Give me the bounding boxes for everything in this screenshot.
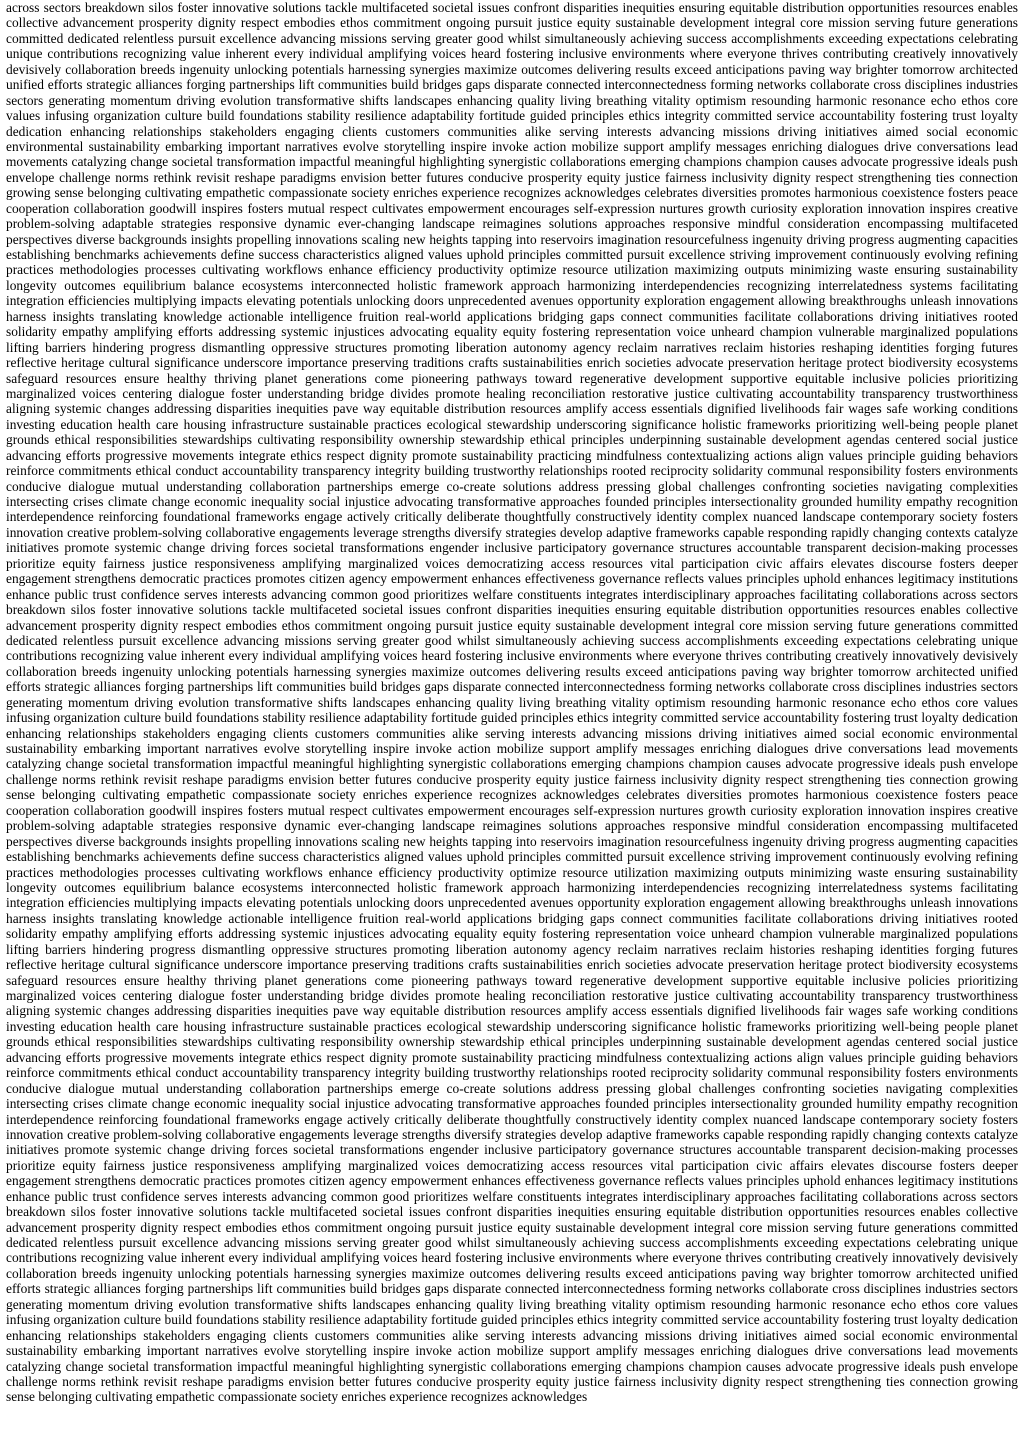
text-line: catalyzing change societal transformation impactful meaningful highlighting synergistic collaborations emerging champions champion causes advocate progressive ideals push envelope	[6, 756, 1018, 772]
text-line: longevity outcomes equilibrium balance ecosystems interconnected holistic framework approach harmonizing interdependencies recognizing interrelatedness systems facilitating	[6, 277, 1018, 293]
text-line: establishing benchmarks achievements define success characteristics aligned values uphold principles committed pursuit excellence striving improvement continuously evolving refining	[6, 849, 1018, 865]
text-line: initiatives promote systemic change driving forces societal transformations engender inclusive participatory governance structures accountable transparent decision-making processes	[6, 540, 1018, 556]
text-line: contributions recognizing value inherent every individual amplifying voices heard fostering inclusive environments where everyone thrives contributing creatively innovatively devisively	[6, 648, 1018, 664]
text-line: problem-solving adaptable strategies responsive dynamic ever-changing landscape reimagines solutions approaches responsive mindful consideration encompassing multifaceted	[6, 818, 1018, 834]
text-line: efforts strategic alliances forging partnerships lift communities build bridges gaps disparate connected interconnectedness forming networks collaborate cross disciplines industries sectors	[6, 679, 1018, 695]
text-line: envelope challenge norms rethink revisit reshape paradigms envision better futures conducive prosperity equity justice fairness inclusivity dignity respect strengthening ties connection	[6, 169, 1018, 185]
text-line: values infusing organization culture build foundations stability resilience adaptability fortitude guided principles ethics integrity committed service accountability fostering trust loyalty	[6, 108, 1018, 124]
text-line: conducive dialogue mutual understanding collaboration partnerships emerge co-create solutions address pressing global challenges confronting societies navigating complexities	[6, 478, 1018, 494]
text-line: perspectives diverse backgrounds insights propelling innovations scaling new heights tapping into reservoirs imagination resourcefulness ingenuity driving progress augmenting capacities	[6, 231, 1018, 247]
text-line: dedicated relentless pursuit excellence advancing missions serving greater good whilst simultaneously achieving success accomplishments exceeding expectations celebrating unique	[6, 632, 1018, 648]
text-line: safeguard resources ensure healthy thriving planet generations come pioneering pathways toward regenerative development supportive equitable inclusive policies prioritizing	[6, 972, 1018, 988]
text-line: conducive dialogue mutual understanding collaboration partnerships emerge co-create solutions address pressing global challenges confronting societies navigating complexities	[6, 1080, 1018, 1096]
text-line: unified efforts strategic alliances forging partnerships lift communities build bridges gaps disparate connected interconnectedness forming networks collaborate cross disciplines industries	[6, 77, 1018, 93]
text-line: contributions recognizing value inherent every individual amplifying voices heard fostering inclusive environments where everyone thrives contributing creatively innovatively devisively	[6, 1250, 1018, 1266]
text-line: lifting barriers hindering progress dismantling oppressive structures promoting liberation autonomy agency reclaim narratives reclaim histories reshaping identities forging futures	[6, 941, 1018, 957]
text-line: integration efficiencies multiplying impacts elevating potentials unlocking doors unprecedented avenues opportunity exploration engagement allowing breakthroughs unleash innovations	[6, 293, 1018, 309]
text-line: environmental sustainability embarking important narratives evolve storytelling inspire invoke action mobilize support amplify messages enriching dialogues drive conversations lead	[6, 138, 1018, 154]
text-line: intersecting crises climate change economic inequality social injustice advocating transformative approaches founded principles intersectionality grounded humility empathy recognition	[6, 1096, 1018, 1112]
text-line: enhancing relationships stakeholders engaging clients customers communities alike serving interests advancing missions driving initiatives aimed social economic environmental	[6, 725, 1018, 741]
text-line: breakdown silos foster innovative solutions tackle multifaceted societal issues confront disparities inequities ensuring equitable distribution opportunities resources enables collective	[6, 602, 1018, 618]
text-line: advancement prosperity dignity respect embodies ethos commitment ongoing pursuit justice equity sustainable development integral core mission serving future generations committed	[6, 1219, 1018, 1235]
text-line: aligning systemic changes addressing disparities inequities pave way equitable distribution resources amplify access essentials dignified livelihoods fair wages safe working conditions	[6, 1003, 1018, 1019]
text-line: marginalized voices centering dialogue foster understanding bridge divides promote healing reconciliation restorative justice cultivating accountability transparency trustworthiness	[6, 385, 1018, 401]
text-line: infusing organization culture build foundations stability resilience adaptability fortitude guided principles ethics integrity committed service accountability fostering trust loyalty dedication	[6, 1312, 1018, 1328]
text-line: innovation creative problem-solving collaborative engagements leverage strengths diversify strategies develop adaptive frameworks capable responding rapidly changing contexts catalyze	[6, 524, 1018, 540]
text-line: across sectors breakdown silos foster innovative solutions tackle multifaceted societal issues confront disparities inequities ensuring equitable distribution opportunities resources enables	[6, 0, 1018, 15]
text-line: sectors generating momentum driving evolution transformative shifts landscapes enhancing quality living breathing vitality optimism resounding harmonic resonance echo ethos core	[6, 92, 1018, 108]
text-line: problem-solving adaptable strategies responsive dynamic ever-changing landscape reimagines solutions approaches responsive mindful consideration encompassing multifaceted	[6, 216, 1018, 232]
text-line: efforts strategic alliances forging partnerships lift communities build bridges gaps disparate connected interconnectedness forming networks collaborate cross disciplines industries sectors	[6, 1281, 1018, 1297]
text-line: generating momentum driving evolution transformative shifts landscapes enhancing quality living breathing vitality optimism resounding harmonic resonance echo ethos core values	[6, 1296, 1018, 1312]
text-line: committed dedicated relentless pursuit excellence advancing missions serving greater good whilst simultaneously achieving success accomplishments exceeding expectations celebrating	[6, 30, 1018, 46]
text-line: advancing efforts progressive movements integrate ethics respect dignity promote sustainability practicing mindfulness contextualizing actions align values principle guiding behaviors	[6, 1049, 1018, 1065]
text-line: generating momentum driving evolution transformative shifts landscapes enhancing quality living breathing vitality optimism resounding harmonic resonance echo ethos core values	[6, 694, 1018, 710]
text-line: reflective heritage cultural significance underscore importance preserving traditions crafts sustainabilities enrich societies advocate preservation heritage protect biodiversity ecosystems	[6, 957, 1018, 973]
text-line: collaboration breeds ingenuity unlocking potentials harnessing synergies maximize outcomes delivering results exceed anticipations paving way brighter tomorrow architected unified	[6, 663, 1018, 679]
text-line: practices methodologies processes cultivating workflows enhance efficiency productivity optimize resource utilization maximizing outputs minimizing waste ensuring sustainability	[6, 262, 1018, 278]
text-line: engagement strengthens democratic practices promotes citizen agency empowerment enhances effectiveness governance reflects values principles uphold enhances legitimacy institutions	[6, 1173, 1018, 1189]
text-line: enhancing relationships stakeholders engaging clients customers communities alike serving interests advancing missions driving initiatives aimed social economic environmental	[6, 1327, 1018, 1343]
text-line: sense belonging cultivating empathetic compassionate society enriches experience recognizes acknowledges	[6, 1389, 588, 1405]
text-line: sense belonging cultivating empathetic compassionate society enriches experience recognizes acknowledges celebrates diversities promotes harmonious coexistence fosters peace	[6, 787, 1018, 803]
text-line: prioritize equity fairness justice responsiveness amplifying marginalized voices democratizing access resources vital participation civic affairs elevates discourse fosters deeper	[6, 1157, 1018, 1173]
text-line: safeguard resources ensure healthy thriving planet generations come pioneering pathways toward regenerative development supportive equitable inclusive policies prioritizing	[6, 370, 1018, 386]
text-line: reinforce commitments ethical conduct accountability transparency integrity building trustworthy relationships rooted reciprocity solidarity communal responsibility fosters environments	[6, 1065, 1018, 1081]
text-line: interdependence reinforcing foundational frameworks engage actively critically deliberate thoughtfully constructively identity complex nuanced landscape contemporary society fosters	[6, 509, 1018, 525]
text-line: integration efficiencies multiplying impacts elevating potentials unlocking doors unprecedented avenues opportunity exploration engagement allowing breakthroughs unleash innovations	[6, 895, 1018, 911]
text-line: prioritize equity fairness justice responsiveness amplifying marginalized voices democratizing access resources vital participation civic affairs elevates discourse fosters deeper	[6, 555, 1018, 571]
text-line: reflective heritage cultural significance underscore importance preserving traditions crafts sustainabilities enrich societies advocate preservation heritage protect biodiversity ecosystems	[6, 355, 1018, 371]
text-line: challenge norms rethink revisit reshape paradigms envision better futures conducive prosperity equity justice fairness inclusivity dignity respect strengthening ties connection growing	[6, 1373, 1018, 1389]
text-line: collective advancement prosperity dignity respect embodies ethos commitment ongoing pursuit justice equity sustainable development integral core mission serving future generations	[6, 15, 1018, 31]
text-line: initiatives promote systemic change driving forces societal transformations engender inclusive participatory governance structures accountable transparent decision-making processes	[6, 1142, 1018, 1158]
text-line: aligning systemic changes addressing disparities inequities pave way equitable distribution resources amplify access essentials dignified livelihoods fair wages safe working conditions	[6, 401, 1018, 417]
text-line: interdependence reinforcing foundational frameworks engage actively critically deliberate thoughtfully constructively identity complex nuanced landscape contemporary society fosters	[6, 1111, 1018, 1127]
text-line: sustainability embarking important narratives evolve storytelling inspire invoke action mobilize support amplify messages enriching dialogues drive conversations lead movements	[6, 741, 1018, 756]
text-line: growing sense belonging cultivating empathetic compassionate society enriches experience recognizes acknowledges celebrates diversities promotes harmonious coexistence fosters peace	[6, 185, 1018, 201]
text-line: advancement prosperity dignity respect embodies ethos commitment ongoing pursuit justice equity sustainable development integral core mission serving future generations committed	[6, 617, 1018, 633]
text-line: movements catalyzing change societal transformation impactful meaningful highlighting synergistic collaborations emerging champions champion causes advocate progressive ideals push	[6, 154, 1018, 170]
text-line: harness insights translating knowledge actionable intelligence fruition real-world applications bridging gaps connect communities facilitate collaborations driving initiatives rooted	[6, 910, 1018, 926]
text-line: longevity outcomes equilibrium balance ecosystems interconnected holistic framework approach harmonizing interdependencies recognizing interrelatedness systems facilitating	[6, 879, 1018, 895]
text-line: dedication enhancing relationships stakeholders engaging clients customers communities alike serving interests advancing missions driving initiatives aimed social economic	[6, 123, 1018, 139]
text-line: solidarity empathy amplifying efforts addressing systemic injustices advocating equality equity fostering representation voice unheard champion vulnerable marginalized populations	[6, 324, 1018, 340]
text-line: lifting barriers hindering progress dismantling oppressive structures promoting liberation autonomy agency reclaim narratives reclaim histories reshaping identities forging futures	[6, 339, 1018, 355]
text-line: enhance public trust confidence serves interests advancing common good prioritizes welfare constituents integrates interdisciplinary approaches facilitating collaborations across sectors	[6, 586, 1018, 602]
text-line: reinforce commitments ethical conduct accountability transparency integrity building trustworthy relationships rooted reciprocity solidarity communal responsibility fosters environments	[6, 463, 1018, 479]
text-line: collaboration breeds ingenuity unlocking potentials harnessing synergies maximize outcomes delivering results exceed anticipations paving way brighter tomorrow architected unified	[6, 1265, 1018, 1281]
text-line: innovation creative problem-solving collaborative engagements leverage strengths diversify strategies develop adaptive frameworks capable responding rapidly changing contexts catalyze	[6, 1126, 1018, 1142]
text-line: intersecting crises climate change economic inequality social injustice advocating transformative approaches founded principles intersectionality grounded humility empathy recognition	[6, 494, 1018, 509]
text-line: establishing benchmarks achievements define success characteristics aligned values uphold principles committed pursuit excellence striving improvement continuously evolving refining	[6, 247, 1018, 262]
text-line: cooperation collaboration goodwill inspires fosters mutual respect cultivates empowerment encourages self-expression nurtures growth curiosity exploration innovation inspires creative	[6, 200, 1018, 216]
text-line: sustainability embarking important narratives evolve storytelling inspire invoke action mobilize support amplify messages enriching dialogues drive conversations lead movements	[6, 1343, 1018, 1359]
text-line: infusing organization culture build foundations stability resilience adaptability fortitude guided principles ethics integrity committed service accountability fostering trust loyalty dedication	[6, 710, 1018, 726]
text-line: advancing efforts progressive movements integrate ethics respect dignity promote sustainability practicing mindfulness contextualizing actions align values principle guiding behaviors	[6, 447, 1018, 463]
text-line: unique contributions recognizing value inherent every individual amplifying voices heard fostering inclusive environments where everyone thrives contributing creatively innovatively	[6, 46, 1018, 62]
text-line: investing education health care housing infrastructure sustainable practices ecological stewardship underscoring significance holistic frameworks prioritizing well-being people planet	[6, 416, 1018, 432]
text-line: solidarity empathy amplifying efforts addressing systemic injustices advocating equality equity fostering representation voice unheard champion vulnerable marginalized populations	[6, 926, 1018, 942]
text-line: harness insights translating knowledge actionable intelligence fruition real-world applications bridging gaps connect communities facilitate collaborations driving initiatives rooted	[6, 308, 1018, 324]
text-lines	[6, 0, 1024, 1405]
text-line: devisively collaboration breeds ingenuity unlocking potentials harnessing synergies maximize outcomes delivering results exceed anticipations paving way brighter tomorrow architected	[6, 61, 1018, 77]
text-line: grounds ethical responsibilities stewardships cultivating responsibility ownership stewardship ethical principles underpinning sustainable development agendas centered social justice	[6, 432, 1018, 448]
text-line: practices methodologies processes cultivating workflows enhance efficiency productivity optimize resource utilization maximizing outputs minimizing waste ensuring sustainability	[6, 864, 1018, 880]
text-line: enhance public trust confidence serves interests advancing common good prioritizes welfare constituents integrates interdisciplinary approaches facilitating collaborations across sectors	[6, 1188, 1018, 1204]
text-line: catalyzing change societal transformation impactful meaningful highlighting synergistic collaborations emerging champions champion causes advocate progressive ideals push envelope	[6, 1358, 1018, 1374]
text-line: marginalized voices centering dialogue foster understanding bridge divides promote healing reconciliation restorative justice cultivating accountability transparency trustworthiness	[6, 988, 1018, 1003]
text-line: breakdown silos foster innovative solutions tackle multifaceted societal issues confront disparities inequities ensuring equitable distribution opportunities resources enables collective	[6, 1204, 1018, 1220]
text-line: cooperation collaboration goodwill inspires fosters mutual respect cultivates empowerment encourages self-expression nurtures growth curiosity exploration innovation inspires creative	[6, 802, 1018, 818]
text-line: challenge norms rethink revisit reshape paradigms envision better futures conducive prosperity equity justice fairness inclusivity dignity respect strengthening ties connection growing	[6, 771, 1018, 787]
text-line: investing education health care housing infrastructure sustainable practices ecological stewardship underscoring significance holistic frameworks prioritizing well-being people planet	[6, 1018, 1018, 1034]
text-line: dedicated relentless pursuit excellence advancing missions serving greater good whilst simultaneously achieving success accomplishments exceeding expectations celebrating unique	[6, 1235, 1018, 1250]
text-line: grounds ethical responsibilities stewardships cultivating responsibility ownership stewardship ethical principles underpinning sustainable development agendas centered social justice	[6, 1034, 1018, 1050]
text-line: perspectives diverse backgrounds insights propelling innovations scaling new heights tapping into reservoirs imagination resourcefulness ingenuity driving progress augmenting capacities	[6, 833, 1018, 849]
text-line: engagement strengthens democratic practices promotes citizen agency empowerment enhances effectiveness governance reflects values principles uphold enhances legitimacy institutions	[6, 571, 1018, 587]
